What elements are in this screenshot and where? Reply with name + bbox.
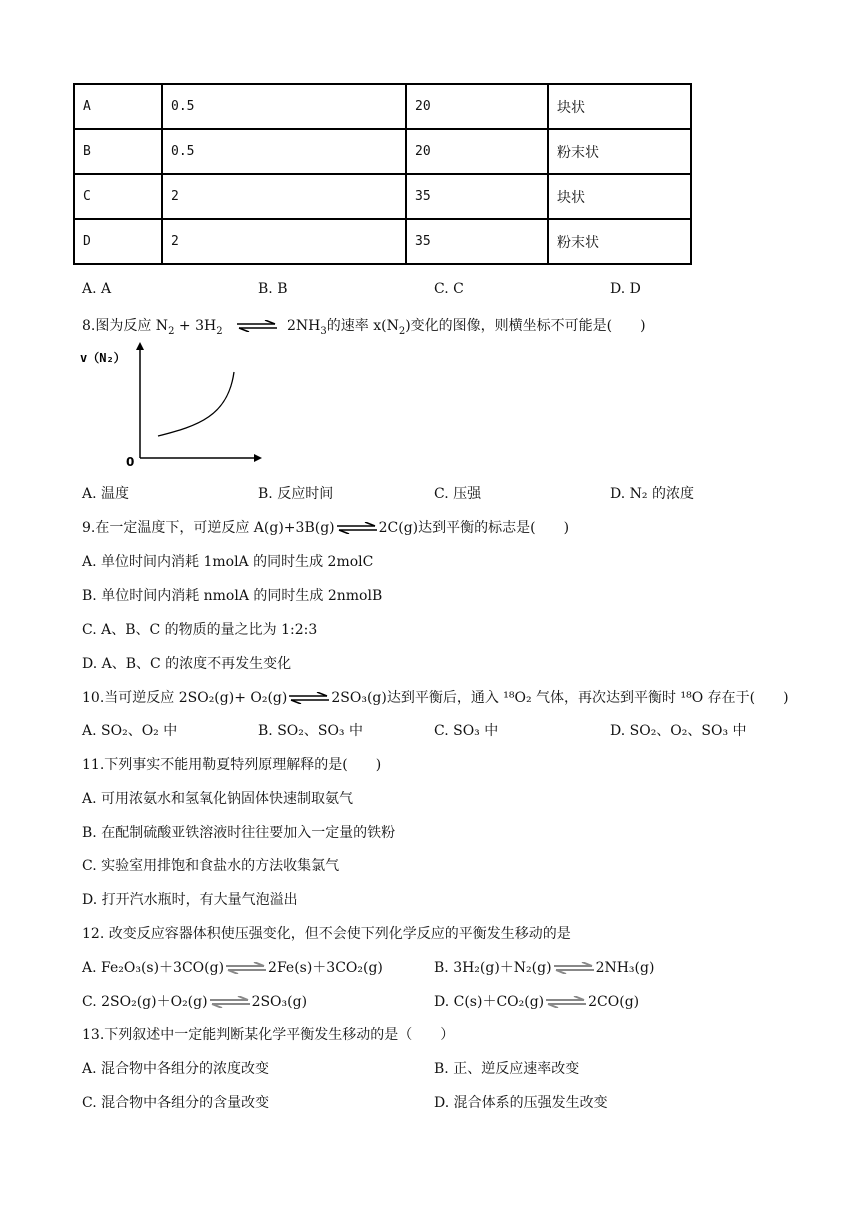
table-cell: 粉末状 bbox=[548, 129, 691, 174]
option-a: A. 混合物中各组分的浓度改变 bbox=[82, 1061, 270, 1077]
table-cell: 块状 bbox=[548, 84, 691, 129]
gray-equilibrium-arrow-icon bbox=[226, 962, 266, 974]
question-12-stem: 12. 改变反应容器体积使压强变化，但不会使下列化学反应的平衡发生移动的是 bbox=[82, 926, 571, 942]
option-b: B. 在配制硫酸亚铁溶液时往往要加入一定量的铁粉 bbox=[82, 825, 396, 841]
table-cell: 35 bbox=[406, 219, 548, 264]
question-11-stem: 11.下列事实不能用勒夏特列原理解释的是( ) bbox=[82, 757, 382, 773]
option-b: B. SO₂、SO₃ 中 bbox=[258, 723, 363, 739]
question-8-stem: 8.图为反应 $N_2 + 3H_2$ $2NH_3$的速率 $x(N_2)$变化的图像，则横坐标不可能是( ) bbox=[82, 318, 646, 337]
equilibrium-arrow-icon bbox=[237, 320, 277, 332]
option-a: A. A bbox=[82, 281, 112, 297]
table-row bbox=[74, 84, 691, 129]
table-cell: 块状 bbox=[548, 174, 691, 219]
option-c: C. 实验室用排饱和食盐水的方法收集氯气 bbox=[82, 858, 340, 874]
table-cell: 20 bbox=[406, 84, 548, 129]
x-axis-arrow-icon bbox=[254, 454, 262, 462]
option-a: A. 温度 bbox=[82, 486, 130, 502]
graph-origin: 0 bbox=[126, 455, 135, 469]
table-cell: 0.5 bbox=[162, 84, 406, 129]
option-a: A. Fe₂O₃(s)＋3CO(g) 2Fe(s)＋3CO₂(g) bbox=[82, 960, 383, 976]
table-cell: 2 bbox=[162, 174, 406, 219]
table-cell: 粉末状 bbox=[548, 219, 691, 264]
option-a: A. 可用浓氨水和氢氧化钠固体快速制取氨气 bbox=[82, 791, 354, 807]
option-a: A. SO₂、O₂ 中 bbox=[82, 723, 178, 739]
option-c: C. A、B、C 的物质的量之比为 1:2:3 bbox=[82, 622, 318, 638]
table-row bbox=[74, 129, 691, 174]
option-d: D. N₂ 的浓度 bbox=[610, 486, 694, 502]
question-13-stem: 13.下列叙述中一定能判断某化学平衡发生移动的是（ ） bbox=[82, 1027, 455, 1043]
y-axis-arrow-icon bbox=[136, 342, 144, 350]
table-cell: 2 bbox=[162, 219, 406, 264]
gray-equilibrium-arrow-icon bbox=[554, 962, 594, 974]
table-cell: 20 bbox=[406, 129, 548, 174]
question-10-stem: 10.当可逆反应 2SO₂(g)+ O₂(g) 2SO₃(g)达到平衡后，通入 ¹⁸O₂ 气体，再次达到平衡时 ¹⁸O 存在于( ) bbox=[82, 690, 789, 706]
option-c: C. 压强 bbox=[434, 486, 482, 502]
equilibrium-arrow-icon bbox=[289, 692, 329, 704]
option-b: B. 单位时间内消耗 nmolA 的同时生成 2nmolB bbox=[82, 588, 383, 604]
question-9-stem: 9.在一定温度下，可逆反应 A(g)+3B(g) 2C(g)达到平衡的标志是( ) bbox=[82, 520, 570, 536]
option-c: C. 混合物中各组分的含量改变 bbox=[82, 1095, 270, 1111]
option-b: B. 反应时间 bbox=[258, 486, 334, 502]
option-d: D. A、B、C 的浓度不再发生变化 bbox=[82, 656, 292, 672]
option-b: B. 正、逆反应速率改变 bbox=[434, 1061, 580, 1077]
option-d: D. 打开汽水瓶时，有大量气泡溢出 bbox=[82, 892, 298, 908]
table-cell: A bbox=[74, 84, 162, 129]
table-row bbox=[74, 174, 691, 219]
equilibrium-arrow-icon bbox=[337, 522, 377, 534]
rate-curve bbox=[158, 372, 234, 436]
option-d: D. C(s)＋CO₂(g) 2CO(g) bbox=[434, 994, 640, 1010]
table-cell: B bbox=[74, 129, 162, 174]
option-c: C. 2SO₂(g)＋O₂(g) 2SO₃(g) bbox=[82, 994, 308, 1010]
gray-equilibrium-arrow-icon bbox=[210, 996, 250, 1008]
option-c: C. SO₃ 中 bbox=[434, 723, 499, 739]
experiment-table bbox=[73, 83, 692, 265]
option-c: C. C bbox=[434, 281, 464, 297]
option-d: D. D bbox=[610, 281, 641, 297]
option-d: D. SO₂、O₂、SO₃ 中 bbox=[610, 723, 747, 739]
rate-graph bbox=[78, 340, 268, 470]
table-cell: C bbox=[74, 174, 162, 219]
option-b: B. B bbox=[258, 281, 288, 297]
option-a: A. 单位时间内消耗 1molA 的同时生成 2molC bbox=[82, 554, 374, 570]
graph-y-label: v（N₂） bbox=[80, 351, 126, 365]
table-cell: D bbox=[74, 219, 162, 264]
option-b: B. 3H₂(g)＋N₂(g) 2NH₃(g) bbox=[434, 960, 655, 976]
option-d: D. 混合体系的压强发生改变 bbox=[434, 1095, 608, 1111]
table-cell: 0.5 bbox=[162, 129, 406, 174]
gray-equilibrium-arrow-icon bbox=[546, 996, 586, 1008]
table-row bbox=[74, 219, 691, 264]
table-cell: 35 bbox=[406, 174, 548, 219]
